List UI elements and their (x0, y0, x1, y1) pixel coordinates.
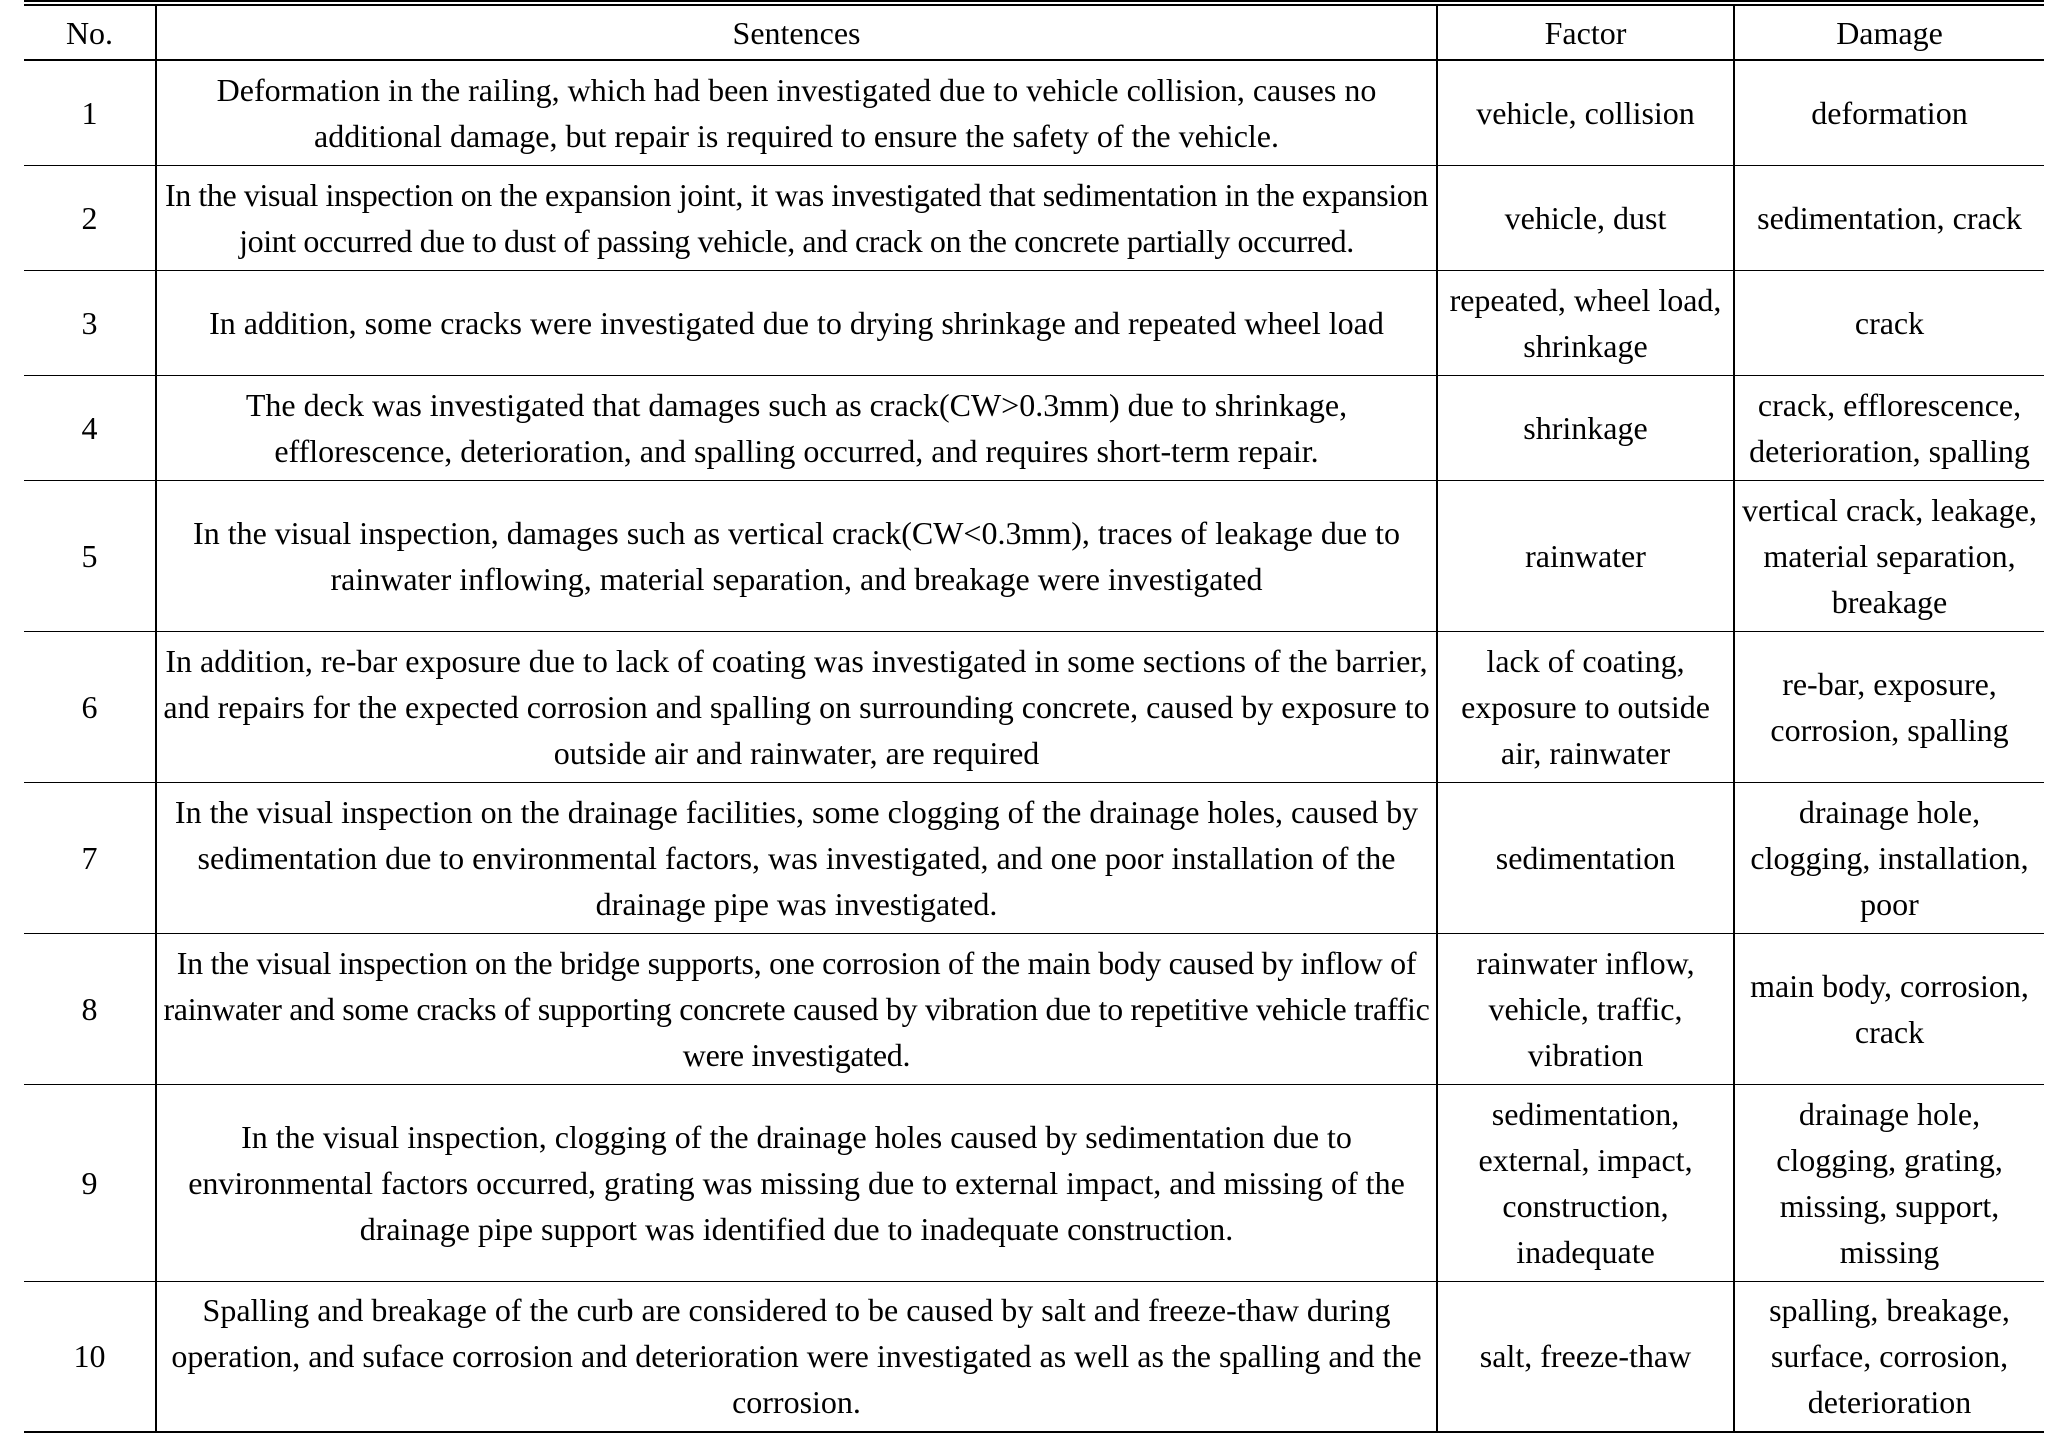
cell-sentence: In the visual inspection on the bridge supports, one corrosion of the main body caused by inflow of rainwater and some cracks of supporting concrete caused by vibration due to repetitive vehicle traffic were investigated. (156, 933, 1437, 1084)
cell-no: 3 (24, 270, 156, 375)
header-sentences: Sentences (156, 6, 1437, 60)
cell-factor: repeated, wheel load, shrinkage (1437, 270, 1734, 375)
table-row (24, 1084, 2044, 1281)
header-row (24, 6, 2044, 60)
table-row (24, 782, 2044, 933)
cell-damage: crack, efflorescence, deterioration, spalling (1734, 375, 2044, 480)
cell-damage: spalling, breakage, surface, corrosion, deterioration (1734, 1281, 2044, 1432)
cell-sentence: In addition, some cracks were investigated due to drying shrinkage and repeated wheel load (156, 270, 1437, 375)
cell-sentence: In the visual inspection on the expansion joint, it was investigated that sedimentation in the expansion joint occurred due to dust of passing vehicle, and crack on the concrete partially occurred. (156, 165, 1437, 270)
cell-sentence: Spalling and breakage of the curb are considered to be caused by salt and freeze-thaw during operation, and suface corrosion and deterioration were investigated as well as the spalling and the corrosion. (156, 1281, 1437, 1432)
cell-factor: sedimentation (1437, 782, 1734, 933)
cell-damage: drainage hole, clogging, grating, missing, support, missing (1734, 1084, 2044, 1281)
table-row (24, 270, 2044, 375)
cell-no: 2 (24, 165, 156, 270)
cell-no: 9 (24, 1084, 156, 1281)
cell-no: 7 (24, 782, 156, 933)
table-row (24, 165, 2044, 270)
cell-factor: salt, freeze-thaw (1437, 1281, 1734, 1432)
cell-sentence: In the visual inspection, clogging of the drainage holes caused by sedimentation due to environmental factors occurred, grating was missing due to external impact, and missing of the drainage pipe support was identified due to inadequate construction. (156, 1084, 1437, 1281)
cell-factor: lack of coating, exposure to outside air, rainwater (1437, 631, 1734, 782)
cell-factor: vehicle, collision (1437, 60, 1734, 165)
table-row (24, 375, 2044, 480)
cell-no: 6 (24, 631, 156, 782)
header-damage: Damage (1734, 6, 2044, 60)
cell-factor: sedimentation, external, impact, construction, inadequate (1437, 1084, 1734, 1281)
table-row (24, 60, 2044, 165)
cell-damage: sedimentation, crack (1734, 165, 2044, 270)
cell-factor: vehicle, dust (1437, 165, 1734, 270)
cell-sentence: In the visual inspection on the drainage facilities, some clogging of the drainage holes, caused by sedimentation due to environmental factors, was investigated, and one poor installation of the drainage pipe was investigated. (156, 782, 1437, 933)
cell-factor: rainwater inflow, vehicle, traffic, vibration (1437, 933, 1734, 1084)
cell-sentence: Deformation in the railing, which had been investigated due to vehicle collision, causes no additional damage, but repair is required to ensure the safety of the vehicle. (156, 60, 1437, 165)
cell-factor: shrinkage (1437, 375, 1734, 480)
cell-factor: rainwater (1437, 480, 1734, 631)
header-factor: Factor (1437, 6, 1734, 60)
cell-damage: main body, corrosion, crack (1734, 933, 2044, 1084)
sentence-table (24, 0, 2044, 1433)
cell-damage: crack (1734, 270, 2044, 375)
damage-factor-table (24, 6, 2044, 1433)
cell-no: 4 (24, 375, 156, 480)
cell-no: 5 (24, 480, 156, 631)
cell-no: 10 (24, 1281, 156, 1432)
cell-sentence: The deck was investigated that damages such as crack(CW>0.3mm) due to shrinkage, efflorescence, deterioration, and spalling occurred, and requires short-term repair. (156, 375, 1437, 480)
cell-sentence: In the visual inspection, damages such as vertical crack(CW<0.3mm), traces of leakage due to rainwater inflowing, material separation, and breakage were investigated (156, 480, 1437, 631)
header-no: No. (24, 6, 156, 60)
cell-damage: re-bar, exposure, corrosion, spalling (1734, 631, 2044, 782)
cell-no: 1 (24, 60, 156, 165)
table-row (24, 933, 2044, 1084)
table-row (24, 480, 2044, 631)
cell-sentence: In addition, re-bar exposure due to lack of coating was investigated in some sections of the barrier, and repairs for the expected corrosion and spalling on surrounding concrete, caused by exposure to outside air and rainwater, are required (156, 631, 1437, 782)
cell-no: 8 (24, 933, 156, 1084)
table-row (24, 631, 2044, 782)
cell-damage: deformation (1734, 60, 2044, 165)
cell-damage: drainage hole, clogging, installation, poor (1734, 782, 2044, 933)
table-row (24, 1281, 2044, 1432)
cell-damage: vertical crack, leakage, material separation, breakage (1734, 480, 2044, 631)
